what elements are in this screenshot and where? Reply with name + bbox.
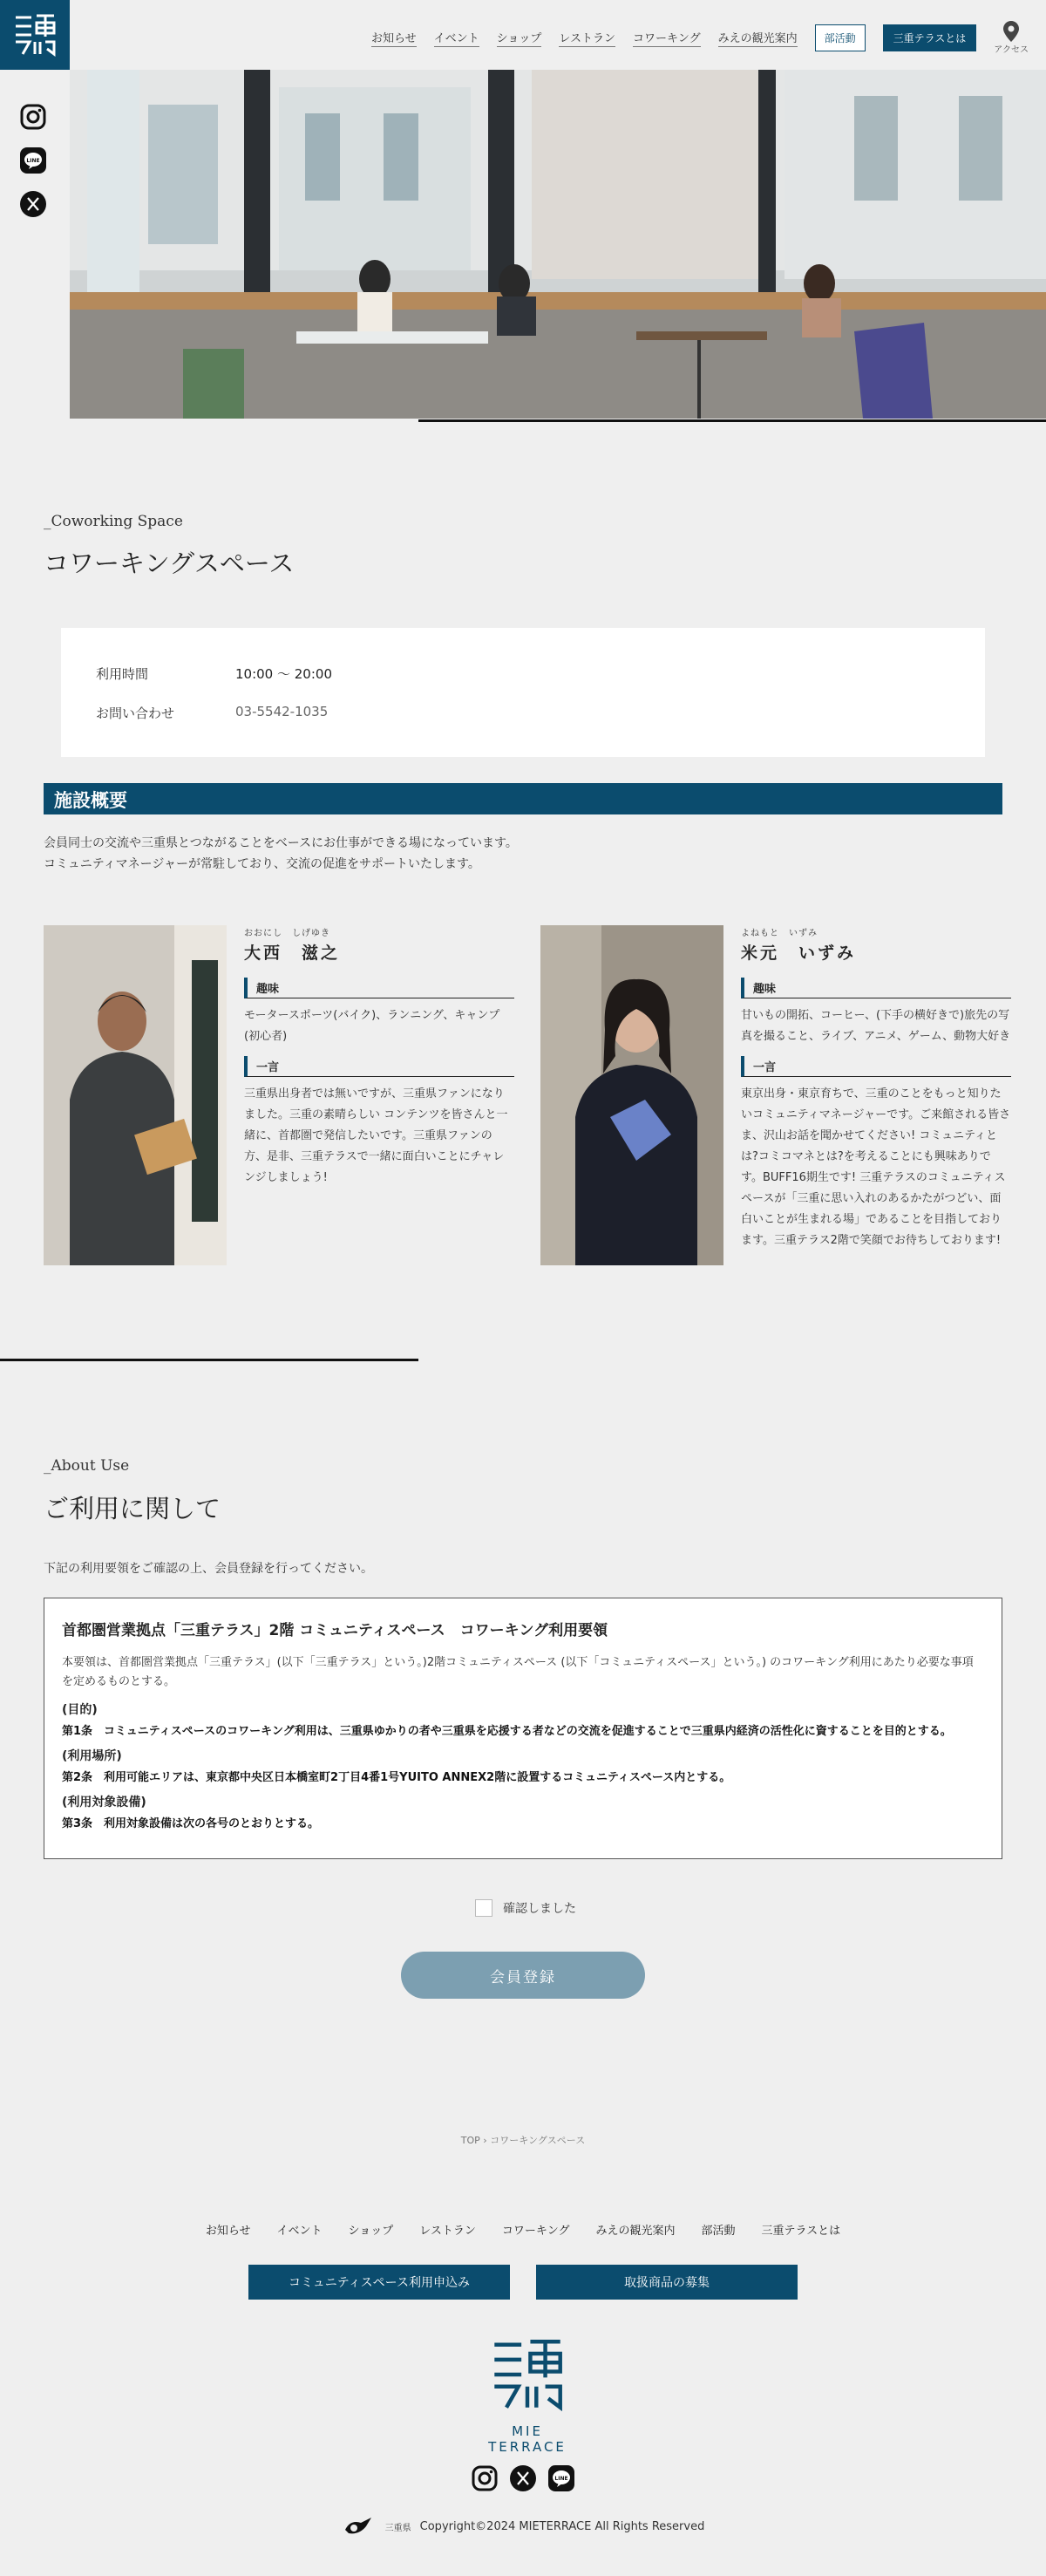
hobby-heading: 趣味	[244, 978, 514, 998]
staff-card	[540, 925, 1011, 1265]
terms-section-heading: (利用対象設備)	[62, 1796, 146, 1809]
staff-photo-yonemoto	[540, 925, 723, 1265]
footer-nav-about[interactable]: 三重テラスとは	[761, 2225, 841, 2238]
info-box	[61, 628, 985, 757]
terms-article: 第3条 利用対象設備は次の各号のとおりとする。	[62, 1817, 320, 1830]
side-social-links	[19, 103, 47, 218]
staff-ruby: おおにし しげゆき	[244, 929, 330, 938]
footer-nav-club[interactable]: 部活動	[701, 2225, 736, 2238]
page-title: コワーキングスペース	[44, 549, 295, 578]
mie-terrace-logo-icon	[486, 2333, 569, 2416]
terms-scrollbox[interactable]	[44, 1598, 1002, 1859]
about-button[interactable]: 三重テラスとは	[883, 24, 977, 51]
comment-heading: 一言	[741, 1056, 1011, 1077]
overview-text	[44, 833, 1002, 875]
footer-buttons	[0, 2265, 1046, 2300]
product-recruit-button[interactable]: 取扱商品の募集	[536, 2265, 798, 2300]
coworking-photo	[70, 70, 1046, 419]
staff-photo	[540, 925, 723, 1265]
footer-nav-tourism[interactable]: みえの観光案内	[595, 2225, 676, 2238]
footer-nav-news[interactable]: お知らせ	[205, 2225, 251, 2238]
section-divider	[0, 1359, 418, 1361]
terms-section-heading: (目的)	[62, 1703, 98, 1717]
instagram-icon[interactable]	[471, 2464, 499, 2492]
mie-prefecture-emblem-icon	[342, 2516, 377, 2537]
global-nav	[371, 21, 1029, 55]
hobby-text: 甘いもの開拓、コーヒー、(下手の横好きで)旅先の写真を撮ること、ライブ、アニメ、ゲーム、動物大好き	[741, 1009, 1011, 1043]
register-button[interactable]: 会員登録	[401, 1952, 645, 1999]
about-use-note: 下記の利用要領をご確認の上、会員登録を行ってください。	[44, 1562, 373, 1576]
contact-phone[interactable]: 03-5542-1035	[235, 704, 329, 719]
confirm-checkbox[interactable]	[475, 1899, 492, 1917]
terms-article: 第2条 利用可能エリアは、東京都中央区日本橋室町2丁目4番1号YUITO ANNEX2階に設置するコミュニティスペース内とする。	[62, 1771, 731, 1784]
overview-heading: 施設概要	[44, 783, 1002, 814]
copyright-text: Copyright©2024 MIETERRACE All Rights Reserved	[419, 2519, 705, 2533]
terms-article: 第1条 コミュニティスペースのコワーキング利用は、三重県ゆかりの者や三重県を応援する者などの交流を促進することで三重県内経済の活性化に資することを目的とする。	[62, 1725, 952, 1738]
hobby-text: モータースポーツ(バイク)、ランニング、キャンプ(初心者)	[244, 1009, 500, 1043]
overview-line: コミュニティマネージャーが常駐しており、交流の促進をサポートいたします。	[44, 857, 480, 871]
community-apply-button[interactable]: コミュニティスペース利用申込み	[248, 2265, 510, 2300]
staff-photo	[44, 925, 227, 1265]
footer-nav-restaurant[interactable]: レストラン	[419, 2225, 476, 2238]
about-use-title: ご利用に関して	[44, 1494, 221, 1523]
breadcrumb-top[interactable]: TOP	[460, 2135, 480, 2146]
nav-shop[interactable]: ショップ	[497, 29, 542, 47]
footer-nav-shop[interactable]: ショップ	[348, 2225, 394, 2238]
x-icon[interactable]	[509, 2464, 537, 2492]
footer-nav-events[interactable]: イベント	[276, 2225, 323, 2238]
instagram-icon[interactable]	[19, 103, 47, 131]
comment-text: 三重県出身者では無いですが、三重県ファンになりました。三重の素晴らしい コンテンツを皆さんと一緒に、首都圏で発信したいです。三重県ファンの方、是非、三重テラスで一緒に面白いことにチャレンジしましょう!	[244, 1087, 508, 1184]
x-icon[interactable]	[19, 190, 47, 218]
about-use-eyebrow: _About Use	[44, 1457, 130, 1475]
contact-label: お問い合わせ	[96, 705, 175, 721]
footer-nav-coworking[interactable]: コワーキング	[501, 2225, 570, 2238]
hero-image	[70, 70, 1046, 419]
map-pin-icon	[1003, 21, 1019, 42]
footer-logo-word: MIE TERRACE	[488, 2423, 567, 2455]
breadcrumb-current: コワーキングスペース	[490, 2135, 586, 2146]
terms-intro: 本要領は、首都圏営業拠点「三重テラス」(以下「三重テラス」という。)2階コミュニティスペース (以下「コミュニティスペース」という。) のコワーキング利用にあたり必要な事項を定めるものとする。	[62, 1656, 974, 1688]
site-logo[interactable]	[0, 0, 70, 70]
nav-news[interactable]: お知らせ	[371, 29, 417, 47]
nav-coworking[interactable]: コワーキング	[633, 29, 701, 47]
staff-name: 米元 いずみ	[741, 944, 857, 963]
hours-value: 10:00 〜 20:00	[235, 666, 332, 682]
terms-section-heading: (利用場所)	[62, 1749, 122, 1763]
staff-name: 大西 滋之	[244, 944, 341, 963]
prefecture-label: 三重県	[384, 2523, 411, 2533]
staff-body	[244, 925, 514, 1265]
overview-line: 会員同士の交流や三重県とつながることをベースにお仕事ができる場になっています。	[44, 836, 518, 850]
access-label: アクセス	[994, 45, 1029, 55]
nav-tourism[interactable]: みえの観光案内	[718, 29, 798, 47]
terms-title: 首都圏営業拠点「三重テラス」2階 コミュニティスペース コワーキング利用要領	[62, 1622, 608, 1639]
club-button[interactable]: 部活動	[815, 24, 866, 51]
hobby-heading: 趣味	[741, 978, 1011, 998]
svg-text:LINE: LINE	[554, 2476, 568, 2482]
breadcrumb-separator: ›	[483, 2135, 487, 2146]
coworking-eyebrow: _Coworking Space	[44, 513, 183, 530]
hours-row	[96, 664, 950, 683]
footer-social	[0, 2464, 1046, 2492]
confirm-label: 確認しました	[503, 1902, 576, 1916]
svg-text:LINE: LINE	[26, 158, 40, 164]
footer-nav	[0, 2221, 1046, 2238]
nav-restaurant[interactable]: レストラン	[559, 29, 615, 47]
comment-heading: 一言	[244, 1056, 514, 1077]
contact-row	[96, 704, 950, 722]
confirm-checkbox-row[interactable]	[475, 1899, 576, 1917]
line-icon[interactable]	[547, 2464, 575, 2492]
nav-events[interactable]: イベント	[434, 29, 479, 47]
mie-terrace-logo-icon	[10, 10, 59, 59]
staff-card	[44, 925, 514, 1265]
copyright-row	[0, 2516, 1046, 2537]
staff-photo-onishi	[44, 925, 227, 1265]
hours-label: 利用時間	[96, 666, 149, 682]
breadcrumb	[0, 2133, 1046, 2147]
line-icon[interactable]	[19, 147, 47, 174]
staff-body	[741, 925, 1011, 1265]
staff-ruby: よねもと いずみ	[741, 929, 818, 938]
hero-divider	[418, 419, 1046, 422]
comment-text: 東京出身・東京育ちで、三重のことをもっと知りたいコミュニティマネージャーです。ご来館される皆さま、沢山お話を聞かせてください! コミュニティとは?コミコマネとは?を考えることにも興味ありです。BUFF16期生です! 三重テラスのコミュニティスペースが「三重に思い入れのあるかたがつどい、面白いことが生まれる場」であることを目指しております。三重テラス2階で笑顔でお待ちしております!	[741, 1087, 1011, 1247]
footer-logo[interactable]	[479, 2333, 575, 2455]
access-link[interactable]	[994, 21, 1029, 55]
